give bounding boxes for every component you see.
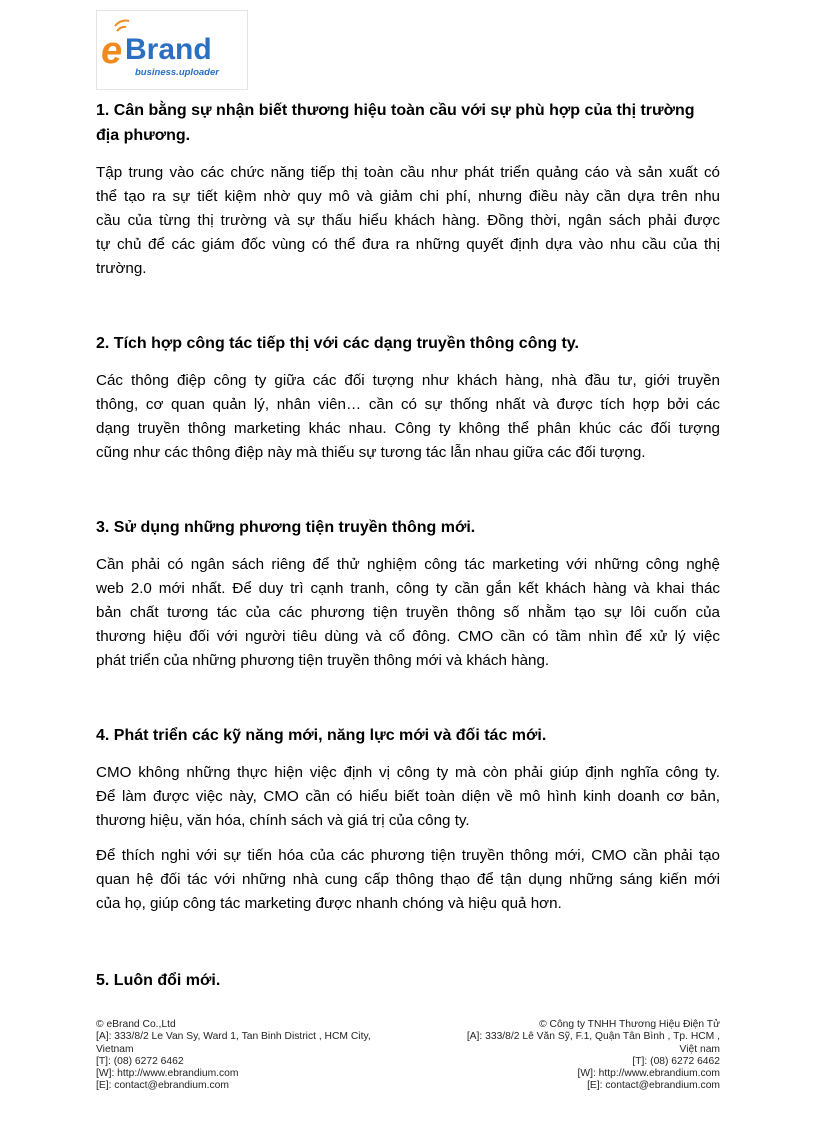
footer-line: [A]: 333/8/2 Lê Văn Sỹ, F.1, Quận Tân Bình , Tp. HCM , — [466, 1031, 720, 1043]
paragraph-line: thương hiệu đối với người tiêu dùng và cổ đông. CMO cần có tầm nhìn để xử lý việc — [96, 628, 720, 645]
paragraph-line: CMO không những thực hiện việc định vị công ty mà còn phải giúp định nghĩa công ty. — [96, 764, 720, 781]
paragraph — [96, 553, 720, 673]
logo-brand-text: Brand — [125, 33, 212, 66]
paragraph — [96, 369, 720, 465]
section-heading — [96, 98, 720, 148]
paragraph-line: cũng như các thông điệp này mà thiếu sự tương tác lẫn nhau giữa các đối tượng. — [96, 444, 646, 461]
heading-line: 2. Tích hợp công tác tiếp thị với các dạng truyền thông công ty. — [96, 335, 579, 352]
paragraph-line: Các thông điệp công ty giữa các đối tượng như khách hàng, nhà đầu tư, giới truyền — [96, 372, 720, 389]
section-heading — [96, 515, 720, 540]
paragraph-line: cầu của từng thị trường và sự thấu hiểu khách hàng. Đồng thời, ngân sách phải được — [96, 212, 720, 229]
paragraph-line: của họ, giúp công tác marketing được nhanh chóng và hiệu quả hơn. — [96, 895, 562, 912]
paragraph-line: quan hệ đối tác với những nhà cung cấp thông thạo để tận dụng những sáng kiến mới — [96, 871, 720, 888]
footer-line: Việt nam — [679, 1043, 720, 1055]
section — [96, 723, 720, 916]
paragraph-line: thương hiệu, văn hóa, chính sách và giá trị của công ty. — [96, 812, 470, 829]
paragraph-line: thể tạo ra sự tiết kiệm nhờ quy mô và giảm chi phí, nhưng điều này cần dựa trên nhu — [96, 188, 720, 205]
heading-line: 1. Cân bằng sự nhận biết thương hiệu toàn cầu với sự phù hợp của thị trường — [96, 102, 695, 119]
section — [96, 515, 720, 673]
paragraph-line: bản chất tương tác của các phương tiện truyền thông số nhằm tạo sự lôi cuốn của — [96, 604, 720, 621]
heading-line: 4. Phát triển các kỹ năng mới, năng lực mới và đối tác mới. — [96, 727, 547, 744]
footer-line: [T]: (08) 6272 6462 — [96, 1055, 184, 1067]
paragraph-line: Để thích nghi với sự tiến hóa của các phương tiện truyền thông mới, CMO cần phải tạo — [96, 847, 720, 864]
logo-tagline: business.uploader — [135, 67, 219, 78]
footer-line: © eBrand Co.,Ltd — [96, 1019, 176, 1030]
paragraph-line: Cần phải có ngân sách riêng để thử nghiệm công tác marketing với những công nghệ — [96, 556, 720, 573]
document-body — [96, 98, 720, 993]
heading-line: 5. Luôn đổi mới. — [96, 972, 221, 989]
company-logo — [96, 10, 248, 90]
paragraph-line: thông, cơ quan quản lý, nhân viên… cần có sự thống nhất và được tích hợp bởi các — [96, 396, 720, 413]
footer-line: [A]: 333/8/2 Le Van Sy, Ward 1, Tan Binh District , HCM City, — [96, 1031, 371, 1043]
footer-line: [T]: (08) 6272 6462 — [632, 1055, 720, 1067]
ebrand-logo-graphic — [97, 11, 247, 89]
paragraph-line: Tập trung vào các chức năng tiếp thị toàn cầu như phát triển quảng cáo và sản xuất có — [96, 164, 720, 181]
paragraph-line: phát triển của những phương tiện truyền thông mới và khách hàng. — [96, 652, 550, 669]
paragraph-line: web 2.0 mới nhất. Để duy trì cạnh tranh, công ty cần gắn kết khách hàng và khai thác — [96, 580, 720, 597]
footer-line: [W]: http://www.ebrandium.com — [577, 1068, 720, 1080]
heading-line: 3. Sử dụng những phương tiện truyền thông mới. — [96, 519, 476, 536]
paragraph-line: Để làm được việc này, CMO cần có hiểu biết toàn diện về mô hình kinh doanh cơ bản, — [96, 788, 720, 805]
section — [96, 968, 720, 993]
section — [96, 98, 720, 281]
logo-initial: e — [101, 30, 123, 72]
footer-line: Vietnam — [96, 1043, 134, 1055]
paragraph — [96, 844, 720, 916]
paragraph-line: trường. — [96, 260, 147, 277]
paragraph-line: tự chủ để các giám đốc vùng có thể đưa ra những quyết định dựa vào nhu cầu của thị — [96, 236, 720, 253]
footer-line: [W]: http://www.ebrandium.com — [96, 1068, 239, 1080]
footer-right-contact — [420, 1019, 720, 1093]
footer-line: © Công ty TNHH Thương Hiệu Điện Tử — [539, 1019, 720, 1030]
footer-left-contact — [96, 1019, 396, 1093]
section-heading — [96, 723, 720, 748]
paragraph — [96, 161, 720, 281]
section-heading — [96, 331, 720, 356]
footer-line: [E]: contact@ebrandium.com — [587, 1080, 720, 1092]
section-heading — [96, 968, 720, 993]
paragraph — [96, 761, 720, 833]
section — [96, 331, 720, 465]
footer-line: [E]: contact@ebrandium.com — [96, 1080, 229, 1092]
paragraph-line: dạng truyền thông marketing khác nhau. Công ty không thể phân khúc các đối tượng — [96, 420, 720, 437]
heading-line: địa phương. — [96, 127, 191, 144]
